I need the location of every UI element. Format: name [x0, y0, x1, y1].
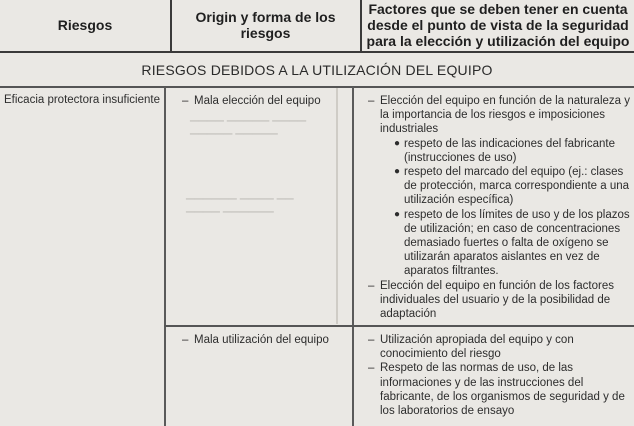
origen-item	[182, 333, 352, 347]
origen-cell-1	[182, 94, 352, 108]
row-divider	[164, 325, 634, 327]
bullet-icon: ●	[394, 166, 401, 178]
section-title: RIESGOS DEBIDOS A LA UTILIZACIÓN DEL EQUIPO	[141, 62, 493, 78]
factor-item	[368, 279, 630, 322]
bullet-item	[394, 165, 630, 208]
dash-marker: –	[368, 279, 375, 292]
dash-marker: –	[368, 334, 375, 346]
bullet-icon: ●	[394, 208, 401, 220]
header-divider-2	[360, 0, 362, 52]
header-riesgos	[0, 0, 170, 50]
header-origen-text: Origin y forma de los riesgos	[195, 9, 336, 41]
origen-text: Mala utilización del equipo	[194, 334, 329, 346]
riesgo-text: Eficacia protectora insuficiente	[4, 94, 160, 106]
bullet-item	[394, 208, 630, 279]
dash-marker: –	[182, 334, 189, 346]
header-factores	[362, 0, 634, 50]
factor-text: Utilización apropiada del equipo y con conocimiento del riesgo	[380, 334, 574, 361]
dash-marker: –	[368, 95, 375, 107]
bullet-item	[394, 137, 630, 165]
header-divider-1	[170, 0, 172, 52]
bleed-through-line	[336, 88, 338, 324]
factores-cell-2	[368, 333, 630, 418]
column-divider-2	[352, 87, 354, 426]
factor-text: Elección del equipo en función de los factores individuales del usuario y de la posibilidad de adaptación	[380, 279, 614, 321]
bullet-text: respeto de las indicaciones del fabricante (instrucciones de uso)	[404, 137, 615, 164]
factor-text: Elección del equipo en función de la naturaleza y la importancia de los riesgos e imposiciones industriales	[380, 95, 630, 136]
origen-item	[182, 94, 352, 108]
bleed-through-mark: ▁▁▁▁ ▁▁▁▁▁ ▁▁▁▁ ▁▁▁▁▁ ▁▁▁▁▁	[190, 110, 307, 135]
dash-marker: –	[182, 95, 189, 107]
column-divider-1	[164, 87, 166, 426]
bleed-through-mark: ▁▁▁▁▁▁ ▁▁▁▁ ▁▁ ▁▁▁▁ ▁▁▁▁▁▁	[186, 188, 294, 213]
bullet-text: respeto de los límites de uso y de los plazos de utilización; en caso de concentraciones demasiado fuertes o falta de oxígeno se utilizarán aparatos aislantes en vez de aparatos filtrantes.	[404, 208, 630, 278]
origen-cell-2	[182, 333, 352, 347]
header-factores-text: Factores que se deben tener en cuenta desde el punto de vista de la seguridad para la elección y utilización del equipo	[366, 1, 630, 49]
factor-text: Respeto de las normas de uso, de las informaciones y de las instrucciones del fabricante, de los organismos de seguridad y de los laboratorios de ensayo	[380, 362, 625, 418]
section-bottom-rule	[0, 86, 634, 88]
factor-item	[368, 361, 630, 418]
factor-item	[368, 94, 630, 279]
origen-text: Mala elección del equipo	[194, 95, 321, 107]
bullet-icon: ●	[394, 137, 401, 149]
header-bottom-rule	[0, 51, 634, 53]
bullet-text: respeto del marcado del equipo (ej.: clases de protección, marca correspondiente a una utilización específica)	[404, 166, 630, 207]
header-riesgos-text: Riesgos	[57, 17, 113, 33]
factores-cell-1	[368, 94, 630, 321]
header-origen	[172, 0, 359, 50]
factor-item	[368, 333, 630, 361]
dash-marker: –	[368, 362, 375, 375]
riesgo-cell	[4, 94, 169, 106]
factor-bullets	[380, 137, 630, 279]
